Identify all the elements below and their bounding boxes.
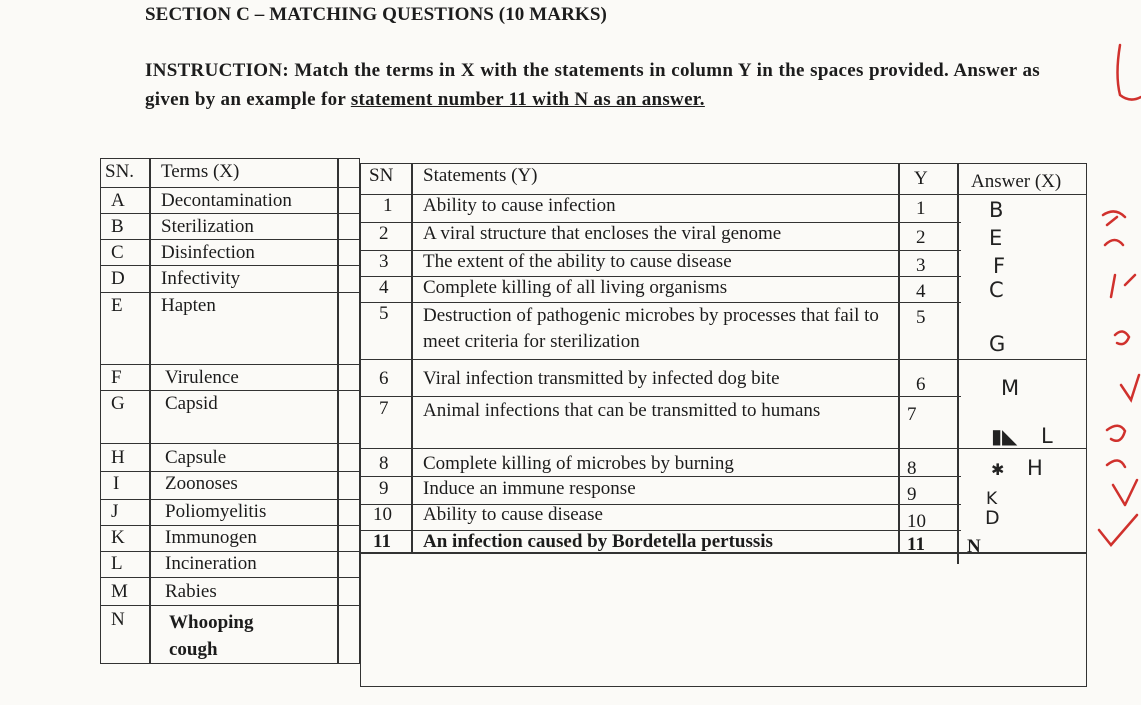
term-label: Decontamination — [161, 190, 292, 211]
term-label: Whooping cough — [169, 612, 254, 660]
term-sn: M — [111, 581, 128, 602]
answer-example: N — [967, 536, 981, 557]
statement-sn: 7 — [379, 398, 389, 419]
statement-y: 10 — [907, 511, 926, 532]
statement-y: 9 — [907, 484, 917, 505]
statements-header-sn: SN — [369, 165, 394, 186]
statement-sn: 2 — [379, 223, 389, 244]
statement-y: 5 — [916, 307, 926, 328]
section-title: SECTION C – MATCHING QUESTIONS (10 MARKS) — [145, 4, 607, 25]
term-sn: A — [111, 190, 125, 211]
term-sn: F — [111, 367, 122, 388]
statement-sn: 10 — [373, 504, 392, 525]
scribble-mark: ✱ — [991, 460, 1005, 479]
term-sn: C — [111, 242, 124, 263]
handwritten-answer: D — [985, 507, 1000, 529]
statements-header-answer: Answer (X) — [971, 171, 1062, 192]
statement-text: Destruction of pathogenic microbes by processes that fail to meet criteria for sterilization — [423, 305, 879, 352]
terms-header-sn: SN. — [105, 161, 135, 182]
handwritten-answer: M — [1001, 376, 1020, 400]
statement-y: 1 — [916, 198, 926, 219]
statements-header-statement: Statements (Y) — [423, 165, 538, 186]
terms-header-term: Terms (X) — [161, 161, 240, 182]
term-sn: N — [111, 609, 125, 630]
terms-table — [100, 158, 360, 664]
term-label: Capsule — [165, 447, 227, 468]
handwritten-answer: L — [1041, 424, 1053, 448]
instruction-lead: INSTRUCTION: Match the terms in X with the statements in column Y in the spaces provided. Answer as given by an example for — [145, 60, 1040, 110]
statement-text: Complete killing of microbes by burning — [423, 453, 734, 474]
handwritten-answer: C — [989, 278, 1004, 302]
grading-marks — [1085, 35, 1141, 555]
term-label: Zoonoses — [165, 473, 238, 494]
statement-sn: 6 — [379, 368, 389, 389]
term-label: Disinfection — [161, 242, 255, 263]
term-label: Poliomyelitis — [165, 501, 267, 522]
statement-y: 6 — [916, 374, 926, 395]
term-sn: K — [111, 527, 125, 548]
statement-text: An infection caused by Bordetella pertussis — [423, 531, 773, 552]
statements-header-y: Y — [914, 168, 928, 189]
statement-sn: 4 — [379, 277, 389, 298]
statement-y: 7 — [907, 404, 917, 425]
term-label: Infectivity — [161, 268, 241, 289]
statement-sn: 3 — [379, 251, 389, 272]
handwritten-answer: K — [986, 489, 998, 509]
term-sn: J — [111, 501, 119, 522]
statement-text: Animal infections that can be transmitted to humans — [423, 400, 821, 421]
statement-sn: 9 — [379, 478, 389, 499]
statement-sn: 11 — [373, 531, 391, 552]
term-label: Capsid — [165, 393, 218, 414]
statement-text: A viral structure that encloses the viral genome — [423, 223, 782, 244]
statement-text: Induce an immune response — [423, 478, 636, 499]
statement-sn: 8 — [379, 453, 389, 474]
instruction-example: statement number 11 with N as an answer. — [350, 89, 705, 110]
term-sn: H — [111, 447, 125, 468]
term-sn: G — [111, 393, 125, 414]
term-label: Virulence — [165, 367, 239, 388]
statement-sn: 1 — [383, 195, 393, 216]
statement-y: 2 — [916, 227, 926, 248]
term-label: Immunogen — [165, 527, 257, 548]
term-label: Rabies — [165, 581, 217, 602]
statement-text: Complete killing of all living organisms — [423, 277, 728, 298]
term-label: Sterilization — [161, 216, 254, 237]
handwritten-answer: B — [989, 198, 1004, 222]
term-sn: E — [111, 295, 123, 316]
statement-y: 8 — [907, 458, 917, 479]
statement-y: 4 — [916, 281, 926, 302]
handwritten-answer: G — [989, 332, 1006, 356]
scribble-mark: ▮◣ — [991, 424, 1018, 448]
instruction — [145, 56, 1040, 114]
handwritten-answer: H — [1027, 456, 1043, 480]
term-sn: I — [113, 473, 120, 494]
term-sn: D — [111, 268, 125, 289]
term-sn: L — [111, 553, 123, 574]
statement-text: The extent of the ability to cause disease — [423, 251, 732, 272]
statement-text: Ability to cause disease — [423, 504, 603, 525]
term-label: Hapten — [161, 295, 216, 316]
statement-y: 3 — [916, 255, 926, 276]
statement-text: Viral infection transmitted by infected dog bite — [423, 368, 780, 389]
statement-sn: 5 — [379, 303, 389, 324]
term-sn: B — [111, 216, 124, 237]
term-label: Incineration — [165, 553, 257, 574]
handwritten-answer: E — [989, 226, 1003, 250]
statement-text: Ability to cause infection — [423, 195, 616, 216]
handwritten-answer: F — [993, 254, 1006, 278]
statements-table — [360, 163, 1087, 687]
statement-y: 11 — [907, 534, 925, 555]
